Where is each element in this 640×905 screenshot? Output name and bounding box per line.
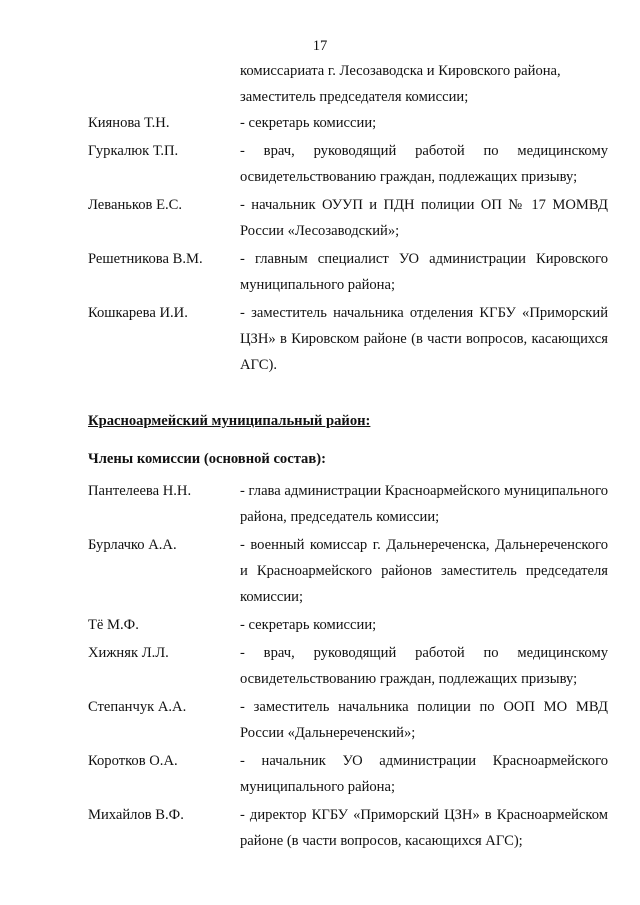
continuation-line-2: заместитель председателя комиссии;	[240, 89, 469, 105]
member-row	[88, 612, 608, 638]
member-name: Киянова Т.Н.	[88, 115, 170, 131]
subsection-title: Члены комиссии (основной состав):	[88, 451, 326, 467]
member-name: Кошкарева И.И.	[88, 305, 188, 321]
member-row	[88, 478, 608, 530]
member-name: Хижняк Л.Л.	[88, 645, 169, 661]
member-role: - врач, руководящий работой по медицинскому освидетельствованию граждан, подлежащих призыву;	[240, 645, 608, 687]
member-row	[88, 300, 608, 378]
member-row	[88, 640, 608, 692]
member-row	[88, 246, 608, 298]
member-role: - секретарь комиссии;	[240, 617, 377, 633]
member-role: - военный комиссар г. Дальнереченска, Дальнереченского и Красноармейского районов заместитель председателя комиссии;	[240, 537, 608, 605]
member-name: Решетникова В.М.	[88, 251, 203, 267]
continuation-line-1: комиссариата г. Лесозаводска и Кировского района,	[240, 63, 561, 79]
member-role: - заместитель начальника отделения КГБУ «Приморский ЦЗН» в Кировском районе (в части вопросов, касающихся АГС).	[240, 305, 608, 373]
member-row	[88, 802, 608, 854]
member-name: Пантелеева Н.Н.	[88, 483, 192, 499]
member-role: - главным специалист УО администрации Кировского муниципального района;	[240, 251, 608, 293]
member-row	[88, 748, 608, 800]
member-name: Бурлачко А.А.	[88, 537, 177, 553]
member-role: - секретарь комиссии;	[240, 115, 377, 131]
member-name: Михайлов В.Ф.	[88, 807, 184, 823]
member-name: Гуркалюк Т.П.	[88, 143, 179, 159]
member-row	[88, 110, 608, 136]
member-name: Тё М.Ф.	[88, 617, 139, 633]
member-row	[88, 192, 608, 244]
member-role: - начальник ОУУП и ПДН полиции ОП № 17 МОМВД России «Лесозаводский»;	[240, 197, 608, 239]
member-row	[88, 138, 608, 190]
member-row	[88, 694, 608, 746]
member-role: - начальник УО администрации Красноармейского муниципального района;	[240, 753, 608, 795]
page-number: 17	[312, 38, 328, 54]
continuation-row	[88, 58, 608, 110]
member-role: - заместитель начальника полиции по ООП МО МВД России «Дальнереченский»;	[240, 699, 608, 741]
member-role: - глава администрации Красноармейского муниципального района, председатель комиссии;	[240, 483, 608, 525]
members-list-a	[88, 110, 608, 378]
section-title: Красноармейский муниципальный район:	[88, 413, 371, 429]
continuation-text	[240, 58, 608, 110]
member-name: Коротков О.А.	[88, 753, 178, 769]
members-list-b	[88, 478, 608, 854]
document-body	[88, 58, 608, 854]
member-row	[88, 532, 608, 610]
member-name: Леваньков Е.С.	[88, 197, 183, 213]
member-role: - директор КГБУ «Приморский ЦЗН» в Красноармейском районе (в части вопросов, касающихся АГС);	[240, 807, 608, 849]
member-name: Степанчук А.А.	[88, 699, 187, 715]
member-role: - врач, руководящий работой по медицинскому освидетельствованию граждан, подлежащих призыву;	[240, 143, 608, 185]
